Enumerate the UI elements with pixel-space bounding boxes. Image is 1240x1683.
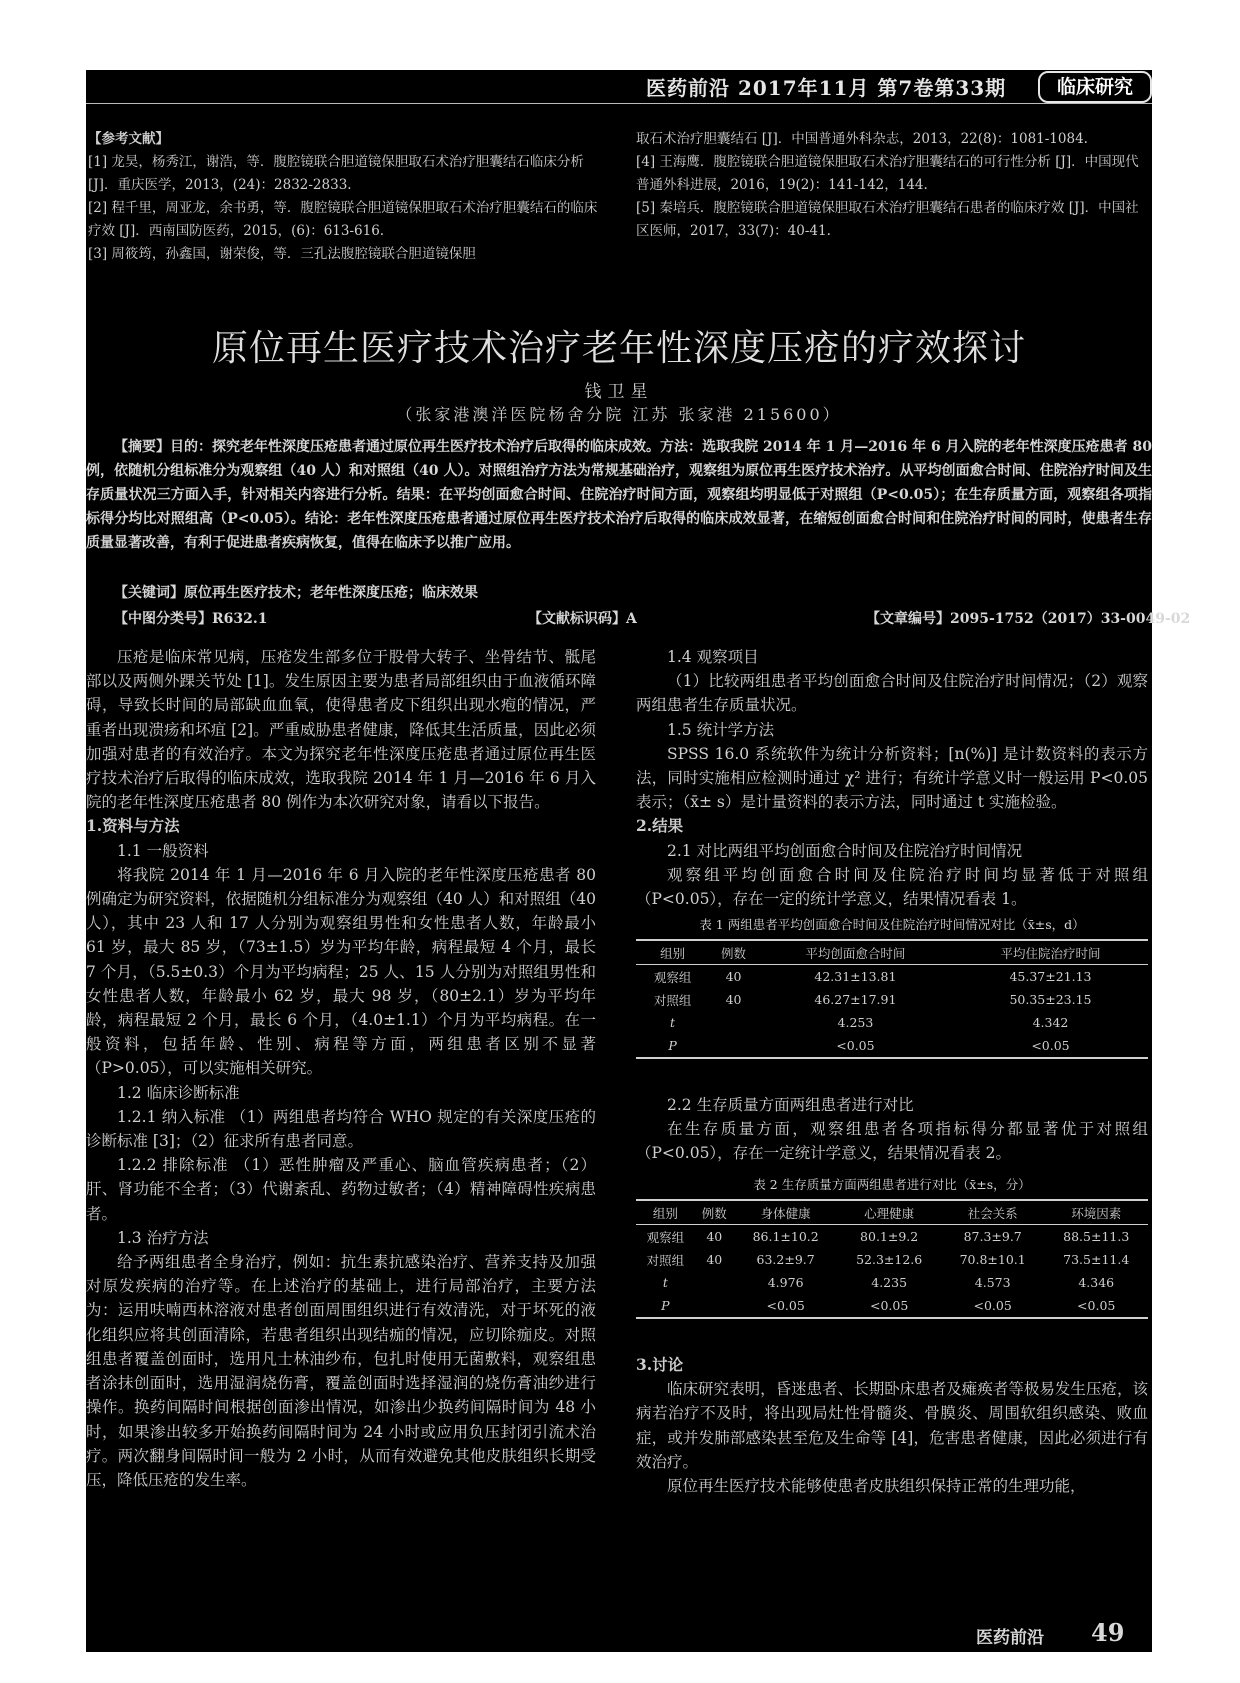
header-rule [86, 103, 1152, 104]
body-left-column [86, 645, 596, 1492]
table-cell: 50.35±23.15 [1009, 992, 1092, 1007]
table-cell: 对照组 [653, 992, 692, 1008]
section-heading: 2.结果 [636, 816, 684, 836]
table-cell: <0.05 [734, 1294, 838, 1318]
table-cell: 63.2±9.7 [756, 1252, 815, 1267]
table-row [636, 988, 1148, 1011]
classification-line [86, 608, 1191, 632]
section-heading: 2.2 生存质量方面两组患者进行对比 [667, 1096, 914, 1114]
page-number: 49 [1091, 1618, 1125, 1647]
reference-item: [4] 王海鹰．腹腔镜联合胆道镜保胆取石术治疗胆囊结石的可行性分析 [J]．中国现代普通外科进展，2016，19(2)：141-142，144. [636, 154, 1139, 193]
table-2 [636, 1175, 1148, 1319]
article-affiliation: （张家港澳洋医院杨舍分院 江苏 张家港 215600） [396, 405, 842, 424]
body-paragraph: 将我院 2014 年 1 月—2016 年 6 月入院的老年性深度压疮患者 80 例确定为研究资料，依据随机分组标准分为观察组（40 人）和对照组（40 人），其中 23 人和 17 人分别为观察组男性和女性患者人数，年龄最小 61 岁，最大 85 岁，（73±1.5）岁为平均年龄，病程最短 4 个月，最长 7 个月，（5.5±0.3）个月为平均病程；25 人、15 人分别为对照组男性和女性患者人数，年龄最小 62 岁，最大 98 岁，（80±2.1）岁为平均年龄，病程最短 2 个月，最长 6 个月，（4.0±1.1）个月为平均病程。在一般资料，包括年龄、性别、病程等方面，两组患者区别不显著（P>0.05），可以实施相关研究。 [86, 865, 596, 1078]
section-heading: 3.讨论 [636, 1355, 684, 1374]
article-number: 【文章编号】2095-1752（2017）33-0049-02 [866, 611, 1191, 627]
section-heading: 1.4 观察项目 [667, 648, 759, 666]
reference-item: [5] 秦培兵．腹腔镜联合胆道镜保胆取石术治疗胆囊结石患者的临床疗效 [J]．中国社区医师，2017，33(7)：40-41. [636, 200, 1139, 239]
table-cell: 42.31±13.81 [814, 969, 897, 984]
clc-number: 【中图分类号】R632.1 [114, 611, 268, 627]
table-2-caption: 表 2 生存质量方面两组患者进行对比（x̄±s，分） [753, 1177, 1031, 1192]
table-cell: <0.05 [941, 1294, 1045, 1318]
table-cell: 88.5±11.3 [1063, 1229, 1130, 1244]
table-cell: 87.3±9.7 [963, 1229, 1022, 1244]
reference-item: [1] 龙昊，杨秀江，谢浩，等．腹腔镜联合胆道镜保胆取石术治疗胆囊结石临床分析 [J]．重庆医学，2013，(24)：2832-2833. [88, 154, 584, 193]
table-cell [695, 1294, 734, 1318]
table-header-cell: 环境因素 [1044, 1200, 1148, 1225]
table-1 [636, 915, 1148, 1059]
body-paragraph: 给予两组患者全身治疗，例如：抗生素抗感染治疗、营养支持及加强对原发疾病的治疗等。在上述治疗的基础上，进行局部治疗，主要方法为：运用呋喃西林溶液对患者创面周围组织进行有效清洗，对于坏死的液化组织应将其创面清除，若患者组织出现结痂的情况，应切除痂皮。对照组患者覆盖创面时，选用凡士林油纱布，包扎时使用无菌敷料，观察组患者涂抹创面时，选用湿润烧伤膏，覆盖创面时选择湿润的烧伤膏油纱进行操作。换药间隔时间根据创面渗出情况，如渗出少换药间隔时间为 48 小时，如果渗出较多开始换药间隔时间为 24 小时或应用负压封闭引流术治疗。两次翻身间隔时间一般为 2 小时，从而有效避免其他皮肤组织长期受压，降低压疮的发生率。 [86, 1253, 596, 1489]
article-title: 原位再生医疗技术治疗老年性深度压疮的疗效探讨 [211, 328, 1026, 369]
table-row [636, 1294, 1148, 1318]
reference-item: [3] 周筱筠，孙鑫国，谢荣俊，等．三孔法腹腔镜联合胆道镜保胆 [88, 246, 476, 262]
table-cell [709, 1011, 758, 1034]
table-cell: 对照组 [646, 1252, 685, 1268]
table-row [636, 1271, 1148, 1294]
article-author: 钱卫星 [584, 382, 654, 402]
table-header-cell: 身体健康 [734, 1200, 838, 1225]
keywords: 【关键词】原位再生医疗技术；老年性深度压疮；临床效果 [114, 585, 478, 601]
table-cell: 40 [725, 992, 742, 1007]
table-cell [695, 1271, 734, 1294]
body-paragraph: 原位再生医疗技术能够使患者皮肤组织保持正常的生理功能， [667, 1477, 1086, 1496]
table-cell: t [662, 1275, 668, 1290]
table-cell: 80.1±9.2 [860, 1229, 919, 1244]
section-heading: 1.5 统计学方法 [667, 720, 775, 739]
table-cell: 4.573 [974, 1275, 1011, 1290]
document-code: 【文献标识码】A [528, 611, 637, 627]
references-right-column [636, 128, 1148, 243]
table-cell: <0.05 [837, 1294, 941, 1318]
table-cell: 86.1±10.2 [752, 1229, 819, 1244]
table-cell: 观察组 [646, 1229, 685, 1245]
table-cell: 46.27±17.91 [814, 992, 897, 1007]
section-heading: 2.1 对比两组平均创面愈合时间及住院治疗时间情况 [667, 841, 1023, 860]
section-heading: 1.2 临床诊断标准 [117, 1083, 240, 1102]
table-cell [709, 1034, 758, 1058]
body-paragraph: SPSS 16.0 系统软件为统计分析资料；[n(%)] 是计数资料的表示方法，同时实施相应检测时通过 χ² 进行；有统计学意义时一般运用 P<0.05 表示；（x̄± s）是计量资料的表示方法，同时通过 t 实施检验。 [636, 744, 1148, 812]
table-header-cell: 平均住院治疗时间 [953, 940, 1148, 965]
table-cell: 52.3±12.6 [856, 1252, 923, 1267]
table-cell: 70.8±10.1 [959, 1252, 1026, 1267]
body-paragraph: 在生存质量方面，观察组患者各项指标得分都显著优于对照组（P<0.05），存在一定统计学意义，结果情况看表 2。 [636, 1120, 1148, 1163]
table-cell: 4.253 [837, 1015, 874, 1030]
references-heading: 【参考文献】 [88, 131, 169, 147]
table-cell: <0.05 [758, 1034, 953, 1058]
body-paragraph: 1.2.2 排除标准 （1）恶性肿瘤及严重心、脑血管疾病患者；（2）肝、肾功能不全者；（3）代谢紊乱、药物过敏者；（4）精神障碍性疾病患者。 [86, 1156, 596, 1223]
table-row [636, 1225, 1148, 1249]
table-cell: 40 [725, 969, 742, 984]
table-cell: 4.342 [1032, 1015, 1069, 1030]
body-paragraph: 1.2.1 纳入标准 （1）两组患者均符合 WHO 规定的有关深度压疮的诊断标准 [3]；（2）征求所有患者同意。 [86, 1107, 596, 1151]
table-cell: 40 [706, 1252, 723, 1267]
table-cell: 73.5±11.4 [1063, 1252, 1130, 1267]
section-heading: 1.资料与方法 [86, 816, 180, 836]
table-header-cell: 组别 [636, 1200, 695, 1225]
body-right-column-2 [636, 1093, 1148, 1166]
reference-item: [2] 程千里，周亚龙，余书勇，等．腹腔镜联合胆道镜保胆取石术治疗胆囊结石的临床疗效 [J]．西南国防医药，2015，(6)：613-616. [88, 200, 598, 239]
body-paragraph: 观察组平均创面愈合时间及住院治疗时间均显著低于对照组（P<0.05），存在一定的统计学意义，结果情况看表 1。 [636, 865, 1148, 909]
table-cell: <0.05 [1044, 1294, 1148, 1318]
body-right-column [636, 645, 1148, 911]
table-row [636, 1034, 1148, 1058]
table-header-cell: 组别 [636, 940, 709, 965]
table-row [636, 965, 1148, 989]
table-cell: 4.346 [1078, 1275, 1115, 1290]
table-cell: 40 [706, 1229, 723, 1244]
table-header-cell: 例数 [695, 1200, 734, 1225]
running-header [86, 70, 1152, 102]
table-cell: <0.05 [953, 1034, 1148, 1058]
section-heading: 1.3 治疗方法 [117, 1228, 209, 1247]
table-header-cell: 心理健康 [837, 1200, 941, 1225]
section-badge: 临床研究 [1038, 71, 1152, 103]
table-header-cell: 社会关系 [941, 1200, 1045, 1225]
table-cell: 4.976 [767, 1275, 804, 1290]
table-row [636, 1248, 1148, 1271]
section-heading: 1.1 一般资料 [117, 841, 209, 860]
body-paragraph: 压疮是临床常见病，压疮发生部多位于股骨大转子、坐骨结节、骶尾部以及两侧外踝关节处 [1]。发生原因主要为患者局部组织由于血液循环障碍，导致长时间的局部缺血血氧，使得患者皮下组织出现水疱的情况，严重者出现溃疡和坏疽 [2]。严重威胁患者健康，降低其生活质量，因此必须加强对患者的有效治疗。本文为探究老年性深度压疮患者通过原位再生医疗技术治疗后取得的临床成效，选取我院 2014 年 1 月—2016 年 6 月入院的老年性深度压疮患者 80 例作为本次研究对象，请看以下报告。 [86, 648, 596, 812]
body-paragraph: 临床研究表明，昏迷患者、长期卧床患者及瘫痪者等极易发生压疮，该病若治疗不及时，将出现局灶性骨髓炎、骨膜炎、周围软组织感染、败血症，或并发肺部感染甚至危及生命等 [4]，危害患者健康，因此必须进行有效治疗。 [636, 1380, 1148, 1471]
references-left-column [88, 128, 598, 266]
journal-issue-line: 医药前沿 2017年11月 第7卷第33期 [646, 76, 1007, 100]
table-header-cell: 平均创面愈合时间 [758, 940, 953, 965]
table-cell: t [670, 1015, 676, 1030]
table-cell: 观察组 [653, 969, 692, 985]
body-paragraph: （1）比较两组患者平均创面愈合时间及住院治疗时间情况；（2）观察两组患者生存质量状况。 [636, 672, 1148, 715]
body-right-column-3 [636, 1353, 1148, 1498]
table-1-caption: 表 1 两组患者平均创面愈合时间及住院治疗时间情况对比（x̄±s，d） [699, 917, 1085, 932]
abstract: 【摘要】目的：探究老年性深度压疮患者通过原位再生医疗技术治疗后取得的临床成效。方法：选取我院 2014 年 1 月—2016 年 6 月入院的老年性深度压疮患者 80 例，依随机分组标准分为观察组（40 人）和对照组（40 人）。对照组治疗方法为常规基础治疗，观察组为原位再生医疗技术治疗。从平均创面愈合时间、住院治疗时间及生存质量状况三方面入手，针对相关内容进行分析。结果：在平均创面愈合时间、住院治疗时间方面，观察组均明显低于对照组（P<0.05）；在生存质量方面，观察组各项指标得分均比对照组高（P<0.05）。结论：老年性深度压疮患者通过原位再生医疗技术治疗后取得的临床成效显著，在缩短创面愈合时间和住院治疗时间的同时，使患者生存质量显著改善，有利于促进患者疾病恢复，值得在临床予以推广应用。 [86, 439, 1152, 551]
table-header-cell: 例数 [709, 940, 758, 965]
table-cell: 4.235 [871, 1275, 908, 1290]
table-cell: P [636, 1034, 709, 1058]
table-row [636, 1011, 1148, 1034]
reference-item: 取石术治疗胆囊结石 [J]．中国普通外科杂志，2013，22(8)：1081-1084. [636, 131, 1088, 147]
page [86, 70, 1191, 1652]
page-footer [86, 1618, 1152, 1648]
footer-journal-name: 医药前沿 [976, 1628, 1044, 1648]
table-cell: P [636, 1294, 695, 1318]
table-cell: 45.37±21.13 [1009, 969, 1092, 984]
